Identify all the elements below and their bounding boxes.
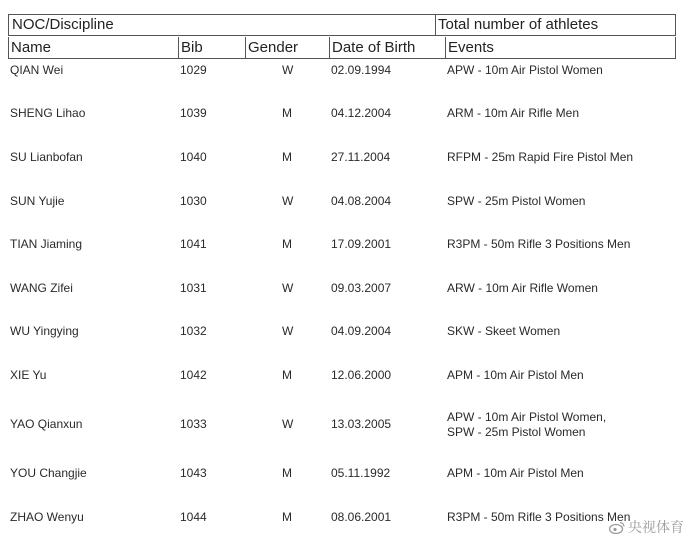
athlete-event: APW - 10m Air Pistol Women <box>447 63 603 77</box>
athlete-dob: 04.12.2004 <box>331 106 392 120</box>
athlete-event: SPW - 25m Pistol Women <box>447 425 586 439</box>
total-athletes-header: Total number of athletes <box>438 16 599 33</box>
athlete-event: APW - 10m Air Pistol Women, <box>447 410 607 424</box>
athlete-event: R3PM - 50m Rifle 3 Positions Men <box>447 510 631 524</box>
athlete-gender: W <box>282 194 294 208</box>
column-header-bib: Bib <box>179 37 246 58</box>
athlete-bib: 1033 <box>180 417 207 431</box>
athlete-dob: 13.03.2005 <box>331 417 392 431</box>
column-header-dob: Date of Birth <box>330 37 446 58</box>
column-header-name: Name <box>9 37 179 58</box>
athlete-bib: 1044 <box>180 510 207 524</box>
column-header-gender: Gender <box>246 37 330 58</box>
athlete-dob: 27.11.2004 <box>331 150 391 164</box>
athlete-name: QIAN Wei <box>10 63 64 77</box>
athlete-gender: M <box>282 510 292 524</box>
athlete-dob: 02.09.1994 <box>331 63 392 77</box>
athlete-gender: W <box>282 417 294 431</box>
athlete-gender: W <box>282 63 294 77</box>
athlete-event: SPW - 25m Pistol Women <box>447 194 586 208</box>
athlete-bib: 1043 <box>180 466 207 480</box>
athlete-event: SKW - Skeet Women <box>447 324 561 338</box>
athlete-name: WU Yingying <box>10 324 79 338</box>
athlete-dob: 04.08.2004 <box>331 194 392 208</box>
athlete-event: APM - 10m Air Pistol Men <box>447 466 584 480</box>
watermark <box>609 517 684 537</box>
athlete-bib: 1031 <box>180 281 207 295</box>
athlete-event: RFPM - 25m Rapid Fire Pistol Men <box>447 150 634 164</box>
athlete-name: SHENG Lihao <box>10 106 86 120</box>
athlete-gender: W <box>282 281 294 295</box>
athlete-gender: W <box>282 324 294 338</box>
athlete-gender: M <box>282 150 292 164</box>
athlete-bib: 1041 <box>180 237 207 251</box>
athlete-name: YOU Changjie <box>10 466 87 480</box>
athlete-gender: M <box>282 466 292 480</box>
athlete-gender: M <box>282 237 292 251</box>
column-header-events: Events <box>448 39 494 56</box>
athlete-name: YAO Qianxun <box>10 417 83 431</box>
watermark-text: 央视体育 <box>628 519 684 535</box>
athlete-dob: 05.11.1992 <box>331 466 391 480</box>
athlete-bib: 1040 <box>180 150 207 164</box>
weibo-logo-icon <box>609 521 625 534</box>
athlete-dob: 04.09.2004 <box>331 324 392 338</box>
athlete-bib: 1030 <box>180 194 207 208</box>
athlete-name: SUN Yujie <box>10 194 65 208</box>
athlete-event: R3PM - 50m Rifle 3 Positions Men <box>447 237 631 251</box>
athlete-name: SU Lianbofan <box>10 150 83 164</box>
athlete-bib: 1042 <box>180 368 207 382</box>
athlete-gender: M <box>282 368 292 382</box>
athlete-name: ZHAO Wenyu <box>10 510 84 524</box>
athlete-name: TIAN Jiaming <box>10 237 83 251</box>
athlete-event: ARW - 10m Air Rifle Women <box>447 281 598 295</box>
athlete-name: WANG Zifei <box>10 281 73 295</box>
athlete-bib: 1029 <box>180 63 207 77</box>
athlete-event: ARM - 10m Air Rifle Men <box>447 106 580 120</box>
athlete-dob: 09.03.2007 <box>331 281 392 295</box>
athlete-dob: 08.06.2001 <box>331 510 392 524</box>
athlete-dob: 17.09.2001 <box>331 237 392 251</box>
noc-discipline-header: NOC/Discipline <box>9 15 436 35</box>
athlete-gender: M <box>282 106 292 120</box>
athlete-dob: 12.06.2000 <box>331 368 392 382</box>
athlete-bib: 1032 <box>180 324 207 338</box>
athlete-bib: 1039 <box>180 106 207 120</box>
athlete-event: APM - 10m Air Pistol Men <box>447 368 584 382</box>
athlete-name: XIE Yu <box>10 368 47 382</box>
